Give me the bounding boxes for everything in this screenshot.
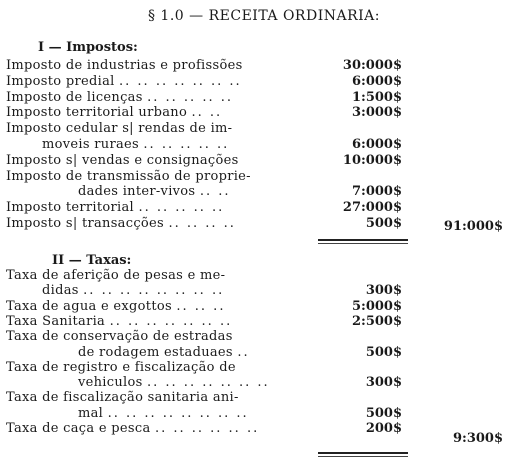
taxas-row-label	[6, 390, 306, 405]
impostos-row-leader-dots: .. .. .. .. .. .. ..	[119, 73, 242, 89]
taxas-row-label	[6, 299, 306, 314]
impostos-row-amount: 1:500$	[351, 89, 402, 105]
impostos-total-rule	[318, 239, 408, 241]
taxas-row-label	[6, 421, 306, 436]
impostos-row-amount: 27:000$	[342, 200, 402, 216]
impostos-row-label	[6, 121, 306, 136]
taxas-row-text: Taxa de registro e fiscalização de	[6, 359, 236, 375]
taxas-heading: II — Taxas:	[52, 253, 132, 268]
taxas-row-text: Taxa de conservação de estradas	[6, 329, 233, 345]
taxas-row-label	[42, 283, 342, 298]
impostos-row-text: Imposto s| vendas e consignações	[6, 152, 239, 168]
taxas-row-amount: 200$	[365, 421, 402, 436]
impostos-row-amount: 6:000$	[351, 73, 402, 89]
impostos-total-rule-second	[318, 243, 408, 244]
taxas-row-text: didas	[42, 283, 79, 299]
taxas-row-label	[6, 329, 306, 344]
taxas-row-leader-dots: .. .. .. .. .. .. .. ..	[107, 405, 249, 421]
impostos-row-text: Imposto territorial	[6, 200, 135, 216]
taxas-row-text: Taxa Sanitaria	[6, 313, 106, 329]
taxas-row-text: de rodagem estaduaes	[78, 344, 233, 360]
taxas-total-rule	[318, 452, 408, 454]
impostos-row-amount: 3:000$	[351, 105, 402, 121]
impostos-row-text: Imposto de industrias e profissões	[6, 58, 243, 73]
impostos-row-text: Imposto de transmissão de proprie-	[6, 168, 251, 184]
impostos-row-amount: 30:000$	[342, 58, 402, 73]
taxas-total: 9:300$	[452, 431, 503, 446]
taxas-row-label	[6, 268, 306, 283]
taxas-row-leader-dots: .. .. .. .. .. .. .. ..	[83, 283, 225, 299]
impostos-row-label	[6, 58, 306, 73]
impostos-row-text: Imposto territorial urbano	[6, 105, 188, 121]
taxas-row-amount: 2:500$	[351, 313, 402, 329]
impostos-row-amount: 6:000$	[351, 137, 402, 152]
impostos-row-amount: 10:000$	[342, 152, 402, 168]
impostos-row-label	[6, 169, 306, 184]
taxas-row-leader-dots: .. .. ..	[176, 298, 226, 314]
taxas-row-amount: 500$	[365, 405, 402, 421]
section-title: § 1.0 — RECEITA ORDINARIA:	[147, 8, 380, 24]
impostos-row-label	[6, 216, 306, 231]
impostos-row-amount: 500$	[365, 216, 402, 231]
taxas-row-amount: 300$	[365, 375, 402, 391]
taxas-row-label	[6, 314, 306, 329]
taxas-row-text: mal	[78, 405, 104, 421]
taxas-row-text: vehiculos	[78, 375, 143, 391]
taxas-row-leader-dots: .. .. .. .. .. .. ..	[147, 375, 270, 391]
taxas-total-rule-second	[318, 456, 408, 457]
impostos-row-amount: 7:000$	[351, 184, 402, 200]
taxas-row-text: Taxa de aferição de pesas e me-	[6, 268, 226, 283]
impostos-row-leader-dots: .. ..	[199, 184, 231, 200]
impostos-row-label	[6, 90, 306, 105]
taxas-row-amount: 300$	[365, 283, 402, 299]
impostos-row-text: Imposto predial	[6, 73, 115, 89]
impostos-heading: I — Impostos:	[38, 40, 138, 55]
taxas-row-text: Taxa de agua e exgottos	[6, 298, 172, 314]
impostos-row-label	[6, 153, 306, 168]
impostos-row-leader-dots: .. .. .. ..	[168, 216, 236, 231]
impostos-row-text: Imposto de licenças	[6, 89, 143, 105]
taxas-row-leader-dots: .. .. .. .. .. .. ..	[109, 313, 233, 329]
impostos-row-leader-dots: .. .. .. .. ..	[147, 89, 233, 105]
taxas-row-amount: 500$	[365, 344, 402, 360]
impostos-row-leader-dots: .. .. .. .. ..	[138, 200, 225, 216]
taxas-row-label	[6, 360, 306, 375]
impostos-row-text: dades inter-vivos	[78, 184, 196, 200]
impostos-row-label	[42, 137, 342, 152]
impostos-row-label	[6, 200, 306, 215]
impostos-row-label	[6, 105, 306, 120]
impostos-row-text: Imposto cedular s| rendas de im-	[6, 121, 233, 137]
taxas-row-text: Taxa de caça e pesca	[6, 421, 151, 436]
taxas-row-text: Taxa de fiscalização sanitaria ani-	[6, 390, 239, 406]
impostos-row-label	[6, 74, 306, 89]
impostos-row-leader-dots: .. ..	[191, 105, 223, 121]
taxas-row-amount: 5:000$	[351, 298, 402, 314]
impostos-row-text: moveis ruraes	[42, 137, 139, 152]
taxas-row-leader-dots: .. .. .. .. .. ..	[154, 421, 260, 436]
impostos-row-text: Imposto s| transacções	[6, 216, 164, 231]
impostos-total: 91:000$	[443, 219, 503, 234]
impostos-row-leader-dots: .. .. .. .. ..	[143, 137, 230, 152]
taxas-row-leader-dots: ..	[237, 344, 250, 360]
